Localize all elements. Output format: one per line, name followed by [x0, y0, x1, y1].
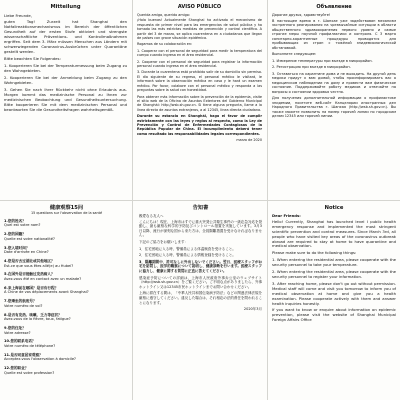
question-item	[4, 232, 129, 241]
question-zh: 2.您的国籍？	[4, 232, 26, 237]
question-zh: 5.在国外是否接触过发热病人？	[4, 272, 55, 277]
questionnaire-title: 健康观察15问	[49, 205, 84, 211]
question-fr: À Chine de vos déplacements avant Shanghai?	[4, 290, 89, 295]
spanish-paragraph: Para obtener más información sobre la prevención de la epidemia, visite el sitio web de la Oficina de Asuntos Exteriores del Gobierno Municipal de Shanghái: http://wsb.sh.gov.cn. Si tiene alguna pregunta, llame a la línea directa de asuntos extranjeros, a al 12345, línea directa ciudadana.	[137, 94, 262, 112]
spanish-paragraph: 3. Durante la cuarentena está prohibido salir de su domicilio sin permiso. El día siguiente de su regreso, el personal médico le visitará, le informará sobre la observación médica en casa y le hará un examen médico. Por favor, colabore con el personal médico y responda a las preguntas sobre la salud con honestidad.	[137, 70, 262, 93]
question-item	[4, 313, 129, 322]
russian-paragraph: 1. Измерение температуры при въезде в микрорайон.	[272, 58, 373, 63]
japanese-paragraph: 感染症予防についての詳細は、上海市人民政府外事弁公室のウェブサイト（http://wsb.sh.gov.cn）をご覧ください。ご不明な点がありましたら、外事ホットライン又は12345市民ホットラインまでお問い合わせください。	[139, 275, 262, 289]
spanish-paragraph: 1. Cooperar con el personal de seguridad para medir la temperatura del cuerpo cuando ingresa en el área residencial.	[137, 48, 262, 58]
question-fr: Avez-vous de la fièvre, toux, fatigue?	[4, 317, 71, 322]
japanese-paragraph: こんにちは！現在、上海市はすでに重大突発公共衛生事件の一級応急対応を発動し、最も厳格な科学的予防及びコントロール措置を実施しています。3月3日以降、流行が深刻な国から来た方は、全員隔離措置を受けなければなりません。	[139, 219, 262, 238]
question-zh: 12.您的职业？	[4, 366, 29, 371]
japanese-date: 2020年3月	[243, 307, 262, 312]
question-zh: 4.您是否去过湖北或其他地区？	[4, 258, 55, 263]
japanese-notice	[135, 201, 266, 400]
japanese-paragraph: 2．住宅団地に入る時、警備員による情報登録を受けること。	[139, 253, 236, 258]
question-item	[4, 299, 129, 308]
german-notice	[0, 0, 131, 201]
question-zh: 8.是否有发热、咳嗽、乏力等症状？	[4, 312, 62, 317]
question-item	[4, 246, 129, 255]
question-zh: 6.来上海前在哪国？是否有行程？	[4, 285, 59, 290]
spanish-salutation: Querida amiga, querido amigo:	[137, 13, 190, 17]
question-item	[4, 272, 129, 281]
spanish-paragraph: 2. Cooperar con el personal de seguridad para registrar la información personal cuando ingresa en el área residencial.	[137, 59, 262, 69]
question-fr: Est-ce que vous êtes allé(e) au Hubei?	[4, 263, 74, 268]
question-zh: 1.您的姓名？	[4, 218, 26, 223]
health-questionnaire	[0, 201, 133, 400]
german-paragraph: 1. Kooperieren Sie bei der Temperaturmessung beim Zugang zu den Wohngebieten.	[4, 63, 127, 73]
german-paragraph: Bitte beachten Sie Folgendes:	[4, 56, 61, 61]
question-zh: 10.您的联系电话？	[4, 339, 36, 344]
german-paragraph: 2. Kooperieren Sie bei der Anmeldung beim Zugang zu den Wohngebieten.	[4, 75, 127, 85]
english-paragraph: 2. When entering the residential area, please cooperate with the security personnel to register your information.	[272, 269, 396, 279]
question-item	[4, 353, 129, 362]
question-zh: 9.您的住址？	[4, 325, 26, 330]
question-fr: Avez-vous été en contact avec un malade?	[4, 277, 82, 282]
question-item	[4, 286, 129, 295]
question-item	[4, 366, 129, 375]
english-paragraph: Hello! Currently, Shanghai has launched level I public health emergency response and implemented the most stringent scientific prevention and control measures. Since March 3rd, all people who have visited key areas of the coronavirus outbreak abroad are required to stay at home to have quarantine and medical observation.	[272, 218, 396, 249]
german-paragraph: guten Tag! Zurzeit hat Shanghai den Notfallreaktionsmechanismus im Bereich der öffentlichen Gesundheit auf der ersten Stufe aktiviert und strengste wissenschaftliche Präventions- und Kontrollmaßnahmen ergriffen. Seit dem 3. März müssen Menschen aus Ländern mit schwerwiegenden Coronavirus-Ausbrüchen unter Quarantäne gestellt werden.	[4, 19, 127, 54]
english-salutation: Dear Friends:	[272, 213, 301, 218]
japanese-paragraph: 上海に滞在する間は、「中華人民共和国伝染病予防法」などの関連法律法規を厳格に遵守してください。違反した場合は、それ相応の法的責任を問われることになります。	[139, 291, 262, 305]
question-zh: 11.是否同意居家观察？	[4, 352, 43, 357]
russian-salutation: Дорогие друзья, здравствуйте!	[272, 13, 331, 17]
english-paragraph: If you want to know or enquire about information on epidemic prevention, please visit the website of Shanghai Municipal Foreign Affairs Office	[272, 307, 396, 323]
russian-paragraph: Для получения дополнительной информации о профилактике эпидемии, посетите веб-сайт Канцелярии иностранных дел Народного Правительства г. Шанхая (http://wsb.sh.gov.cn). Вы также можете позвонить на номер горячей линии по городским делам 12345 или горячей линии.	[272, 96, 396, 118]
question-item	[4, 259, 129, 268]
english-paragraph: 1. When entering the residential area, please cooperate with the security personnel to take your temperature.	[272, 257, 396, 268]
question-fr: Votre numéro de vol?	[4, 303, 43, 308]
question-fr: Votre adresse?	[4, 330, 31, 335]
japanese-paragraph: 下記のご協力をお願いします：	[139, 239, 188, 244]
russian-paragraph: 3. Оставаться на карантине дома и не выходить. На другой день медики придут к вам домой, чтобы проинформировать вас о медицинском наблюдении на дому и провести вам физическое состояние. Поддерживайте работу медиков и отвечайте на вопросы о состоянии здоровья честно.	[272, 71, 396, 94]
spanish-paragraph: Durante su estancia en Shanghái, haga el favor de cumplir estrictamente con las leyes y reglas al respecto, como la Ley de Prevención y Control de Enfermedades Contagiosas de la República Popular de China. El incumplimiento deberá tener como resultado las responsabilidades legales correspondientes.	[137, 114, 262, 136]
japanese-paragraph: 3．隔離期間中、許可なしに外出しないでください。翌日、医療スタッフがお宅を訪問し、医学的観察について説明し、健康診断を行います。医療スタッフに協力し、健康に関する質問に正直に答えてください。	[139, 259, 262, 273]
question-fr: Votre numéro de téléphone?	[4, 344, 56, 349]
question-item	[4, 326, 129, 335]
japanese-title: 告知書	[192, 205, 209, 211]
spanish-title: AVISO PÚBLICO	[177, 4, 222, 10]
german-paragraph: 3. Gehen Sie nach Ihrer Rückkehr nicht ohne Erlaubnis aus. Morgen kommt das medizinische Personal zu Ihnen zur medizinischen Beobachtung und Gesundheitsuntersuchung. Bitte kooperieren Sie mit dem medizinischen Personal und beantworten Sie die Gesundheitsfragen wahrheitsgemäß.	[4, 87, 127, 112]
german-title: Mitteilung	[50, 4, 81, 10]
question-fr: Acceptez-vous l'observation à domicile?	[4, 357, 76, 362]
english-title: Notice	[324, 205, 344, 211]
spanish-paragraph: Rogamos de su colaboración en:	[137, 42, 193, 47]
question-zh: 7.您乘坐的航班号？	[4, 299, 37, 304]
spanish-paragraph: ¡Hola buenas! Actualmente Shanghai ha activado el mecanismo de respuesta de primer nivel para las emergencias de salud pública y ha tomado las más estrictas medidas de prevención y control científico. A partir del 3 de marzo, se aplica cuarentena en a ciudadanos que llegan de países con grave situación epidémica.	[137, 18, 262, 41]
russian-paragraph: 2. Регистрацию при въезде в микрорайон.	[272, 65, 351, 69]
english-notice	[268, 201, 400, 400]
question-item	[4, 219, 129, 228]
russian-title: Объявление	[316, 4, 352, 10]
question-zh: 3.您入境时间？	[4, 245, 30, 250]
question-item	[4, 339, 129, 348]
japanese-salutation: 親愛なる友人へ	[139, 214, 164, 218]
question-fr: Quelle est votre nationalité?	[4, 236, 55, 241]
german-salutation: Liebe Freunde,	[4, 13, 32, 18]
english-paragraph: Please make sure to do the following things:	[272, 250, 357, 256]
english-paragraph: 3. After reaching home, please don't go out without permission. Medical staff will come and visit you tomorrow to inform you of medical observation at home and give you a health examination. Please cooperate actively with them and answer health inquiries honestly.	[272, 280, 396, 306]
russian-notice	[268, 0, 400, 201]
russian-paragraph: Выполните следующее:	[272, 52, 317, 56]
question-fr: Date d'arrivée en Chine?	[4, 250, 49, 255]
japanese-paragraph: 1．住宅団地に入る時、警備員による体温検査を受けること。	[139, 246, 236, 251]
spanish-date: marzo de 2020	[236, 138, 262, 143]
question-fr: Quelle est votre profession?	[4, 370, 55, 375]
russian-paragraph: В настоящее время в г. Шанхае уже задействован механизм экстренного реагирования на чрезвычайные ситуации в области общественного здравоохранения первого уровня и самые строгие меры научной профилактики и контроля. С 3 марта санитарно-карантинные процедуры проводятся для прибывающих из стран с тяжёлой эпидемиологической обстановкой.	[272, 18, 396, 50]
question-fr: Quel est votre nom?	[4, 223, 41, 228]
spanish-notice	[133, 0, 266, 201]
questionnaire-subtitle: 15 questions sur l'observation de la santé	[30, 211, 103, 215]
